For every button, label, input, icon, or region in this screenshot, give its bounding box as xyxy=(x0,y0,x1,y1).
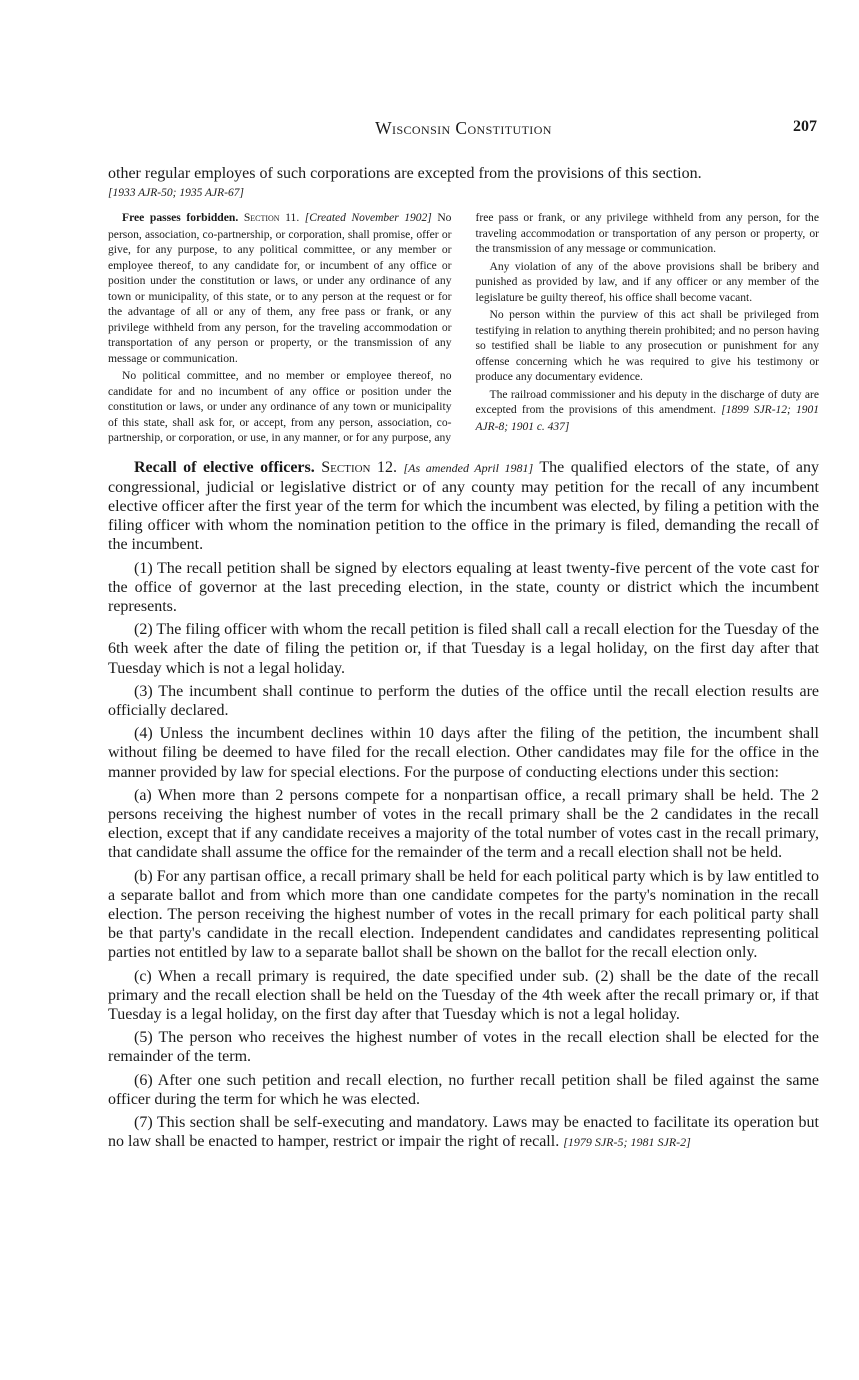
page-number: 207 xyxy=(793,118,817,135)
section-12-intro-text: The qualified electors of the state, of any congressional, judicial or legislative district or of any county may petition for the recall of any incumbent elective officer after the first year of the term for which the incumbent was elected, by filing a petition with the filing officer with whom the nomination petition to the office in the primary is filed, demanding the recall of the incumbent. xyxy=(108,458,820,554)
section-12-paragraph: (1) The recall petition shall be signed by electors equaling at least twenty-five percent of the vote cast for the office of governor at the last preceding election, in the state, county or district which the incumbent represents. xyxy=(108,559,819,615)
section-12 xyxy=(108,458,819,1153)
page-body xyxy=(108,165,819,1156)
section-12-intro xyxy=(108,458,819,555)
section-12-label: Section 12. xyxy=(321,458,397,476)
running-title: Wisconsin Constitution xyxy=(375,118,552,138)
section-11-paragraph-continued: free pass or frank, or any privilege withheld from any person, for the traveling accommodation or transportation of any person or property, or the transmission of any message or communication. xyxy=(475,211,819,255)
section-12-paragraph: (4) Unless the incumbent declines within 10 days after the filing of the petition, the incumbent shall without filing be deemed to have filed for the recall election. Other candidates may file for the office in the manner provided by law for special elections. For the purpose of conducting elections under this section: xyxy=(108,725,819,781)
section-12-history: [As amended April 1981] xyxy=(403,460,534,475)
section-11-text-1: No person, association, co-partnership, or corporation, shall promise, offer or give, for any purpose, to any political committee, or any member or employee thereof, to any candidate for, or incumbent of any office or position under the constitution or laws, or under any ordinance of any town or municipality, of this state, or to any person at the request or for the advantage of all or any of them, any free pass or frank, or any privilege withheld from any person, for the traveling accommodation or transportation of any person or property, or the transmission of any message or communication. xyxy=(108,211,452,365)
section-12-paragraph: (2) The filing officer with whom the recall petition is filed shall call a recall election for the Tuesday of the 6th week after the date of filing the petition or, if that Tuesday is a legal holiday, on the first day after that Tuesday which is not a legal holiday. xyxy=(108,621,819,677)
lead-paragraph xyxy=(108,165,819,202)
lead-text: other regular employes of such corporations are excepted from the provisions of this section. xyxy=(108,165,702,182)
section-12-paragraph: (a) When more than 2 persons compete for a nonpartisan office, a recall primary shall be held. The 2 persons receiving the highest number of votes in the recall primary shall be the 2 candidates in the recall election, except that if any candidate receives a majority of the total number of votes cast in the recall primary, that candidate shall assume the office for the remainder of the term and a recall election shall not be held. xyxy=(108,786,819,862)
section-11-label: Section 11. xyxy=(243,211,300,224)
section-11-columns xyxy=(108,210,819,446)
section-12-paragraph: (5) The person who receives the highest number of votes in the recall election shall be elected for the remainder of the term. xyxy=(108,1029,819,1066)
section-11-paragraph-3: Any violation of any of the above provisions shall be bribery and punished as provided by law, and if any officer or any member of the legislature be guilty thereof, his office shall become vacant. xyxy=(475,259,819,304)
running-header xyxy=(108,118,819,142)
section-12-citation: [1979 SJR-5; 1981 SJR-2] xyxy=(563,1135,691,1150)
section-11-paragraph-5 xyxy=(476,387,820,436)
section-11-text-5: The railroad commissioner and his deputy in the discharge of duty are excepted from the provisions of this amendment. xyxy=(475,387,819,416)
section-12-paragraph: (3) The incumbent shall continue to perform the duties of the office until the recall election results are officially declared. xyxy=(108,682,819,719)
section-12-title: Recall of elective officers. xyxy=(134,458,315,476)
column-right xyxy=(476,210,820,446)
section-12-paragraph: (b) For any partisan office, a recall primary shall be held for each political party which is by law entitled to a separate ballot and from which more than one candidate competes for the party's nomination in the recall election. The person receiving the highest number of votes in the recall primary for each political party shall be that party's candidate in the recall election. Independent candidates and candidates representing political parties not entitled by law to a separate ballot shall be shown on the ballot for the recall election only. xyxy=(108,867,819,962)
section-12-paragraph: (c) When a recall primary is required, the date specified under sub. (2) shall be the date of the recall primary and the recall election shall be held on the Tuesday of the 4th week after the recall primary or, if that Tuesday is a legal holiday, on the first day after that Tuesday which is not a legal holiday. xyxy=(108,967,819,1023)
section-12-paragraph: (6) After one such petition and recall election, no further recall petition shall be filed against the same officer during the term for which he was elected. xyxy=(108,1071,819,1108)
lead-citation: [1933 AJR-50; 1935 AJR-67] xyxy=(108,187,244,199)
column-left xyxy=(108,210,452,446)
section-11-history: [Created November 1902] xyxy=(304,212,432,224)
section-11-title: Free passes forbidden. xyxy=(122,211,239,224)
section-11-citation: [1899 SJR-12; 1901 AJR-8; 1901 c. 437] xyxy=(475,404,819,433)
section-12-last-text: (7) This section shall be self-executing and mandatory. Laws may be enacted to facilitate its operation but no law shall be enacted to hamper, restrict or impair the right of recall. xyxy=(108,1114,819,1151)
section-12-last-paragraph xyxy=(108,1113,819,1152)
section-11-paragraph-4: No person within the purview of this act shall be privileged from testifying in relation to anything therein prohibited; and no person having so testified shall be liable to any prosecution or punishment for any offense concerning which he was required to give his testimony or produce any documentary evidence. xyxy=(475,308,819,383)
section-11-paragraph-2: No political committee, and no member or employee thereof, no candidate for and no incumbent of any office or position under the constitution or laws, or under any ordinance of any town or municipality of this state, shall ask for, or accept, from any person, association, co-partnership, or corporation, or use, in any manner, or for any purpose, any xyxy=(108,369,452,444)
section-11-first-paragraph xyxy=(108,210,452,366)
